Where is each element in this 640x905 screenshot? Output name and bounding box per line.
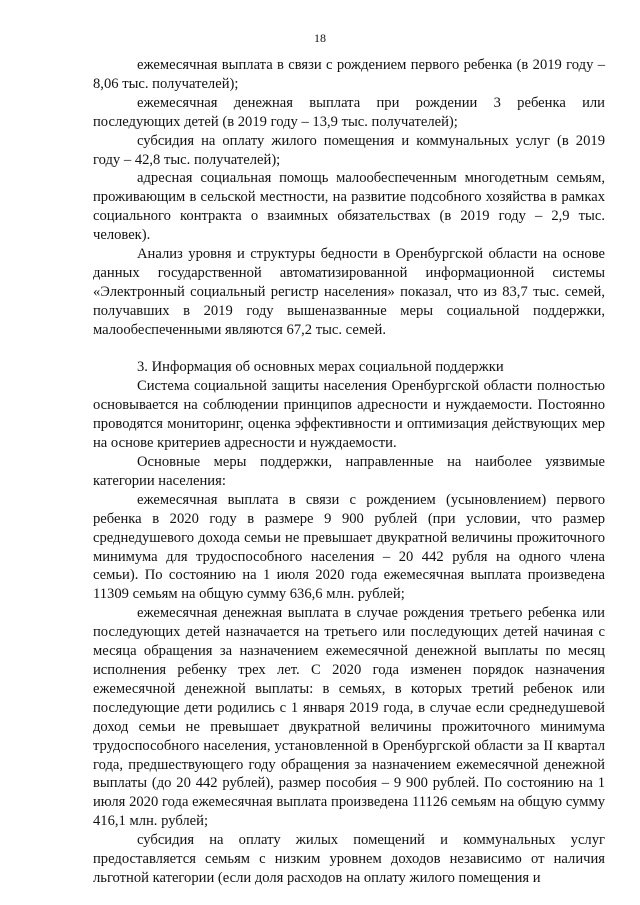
paragraph: ежемесячная выплата в связи с рождением первого ребенка (в 2019 году – 8,06 тыс. получателей); xyxy=(93,57,605,92)
paragraph: субсидия на оплату жилого помещения и коммунальных услуг (в 2019 году – 42,8 тыс. получателей); xyxy=(93,132,605,168)
paragraph: Система социальной защиты населения Оренбургской области полностью основывается на соблюдении принципов адресности и нуждаемости. Постоянно проводятся мониторинг, оценка эффективности и оптимизация действующих мер на основе критериев адресности и нуждаемости. xyxy=(93,378,605,452)
paragraph: ежемесячная выплата в связи с рождением (усыновлением) первого ребенка в 2020 году в размере 9 900 рублей (при условии, что размер среднедушевого дохода семьи не превышает двукратной величины прожиточного минимума для трудоспособного населения – 20 442 рубля на одного члена семьи). По состоянию на 1 июля 2020 года ежемесячная выплата произведена 11309 семьям на общую сумму 636,6 млн. рублей; xyxy=(93,491,605,603)
paragraph: адресная социальная помощь малообеспеченным многодетным семьям, проживающим в сельской местности, на развитие подсобного хозяйства в рамках социального контракта о взаимных обязательствах (в 2019 году – 2,9 тыс. человек). xyxy=(93,170,605,244)
paragraph: Анализ уровня и структуры бедности в Оренбургской области на основе данных государственной автоматизированной информационной системы «Электронный социальный регистр населения» показал, что из 83,7 тыс. семей, получавших в 2019 году вышеназванные меры социальной поддержки, малообеспеченными являются 67,2 тыс. семей. xyxy=(93,246,605,338)
section-heading: 3. Информация об основных мерах социальной поддержки xyxy=(137,359,504,376)
paragraph: субсидия на оплату жилых помещений и коммунальных услуг предоставляется семьям с низким уровнем доходов независимо от наличия льготной категории (если доля расходов на оплату жилого помещения и xyxy=(93,832,605,886)
paragraph: Основные меры поддержки, направленные на наиболее уязвимые категории населения: xyxy=(93,454,605,489)
paragraph: ежемесячная денежная выплата при рождении 3 ребенка или последующих детей (в 2019 году – 13,9 тыс. получателей); xyxy=(93,94,605,130)
document-body xyxy=(93,56,605,888)
paragraph: ежемесячная денежная выплата в случае рождения третьего ребенка или последующих детей назначается на третьего или последующих детей начиная с месяца обращения за назначением ежемесячной денежной выплаты по месяц исполнения ребенку трех лет. С 2020 года изменен порядок назначения ежемесячной денежной выплаты: в семьях, в которых третий ребенок или последующие дети родились с 1 января 2019 года, в случае если среднедушевой доход семьи не превышает двукратной величины прожиточного минимума трудоспособного населения, установленной в Оренбургской области за II квартал года, предшествующего году обращения за назначением ежемесячной денежной выплаты (до 20 442 рублей), размер пособия – 9 900 рублей. По состоянию на 1 июля 2020 года ежемесячная выплата произведена 11126 семьям на общую сумму 416,1 млн. рублей; xyxy=(93,605,605,830)
page-number: 18 xyxy=(314,31,326,45)
